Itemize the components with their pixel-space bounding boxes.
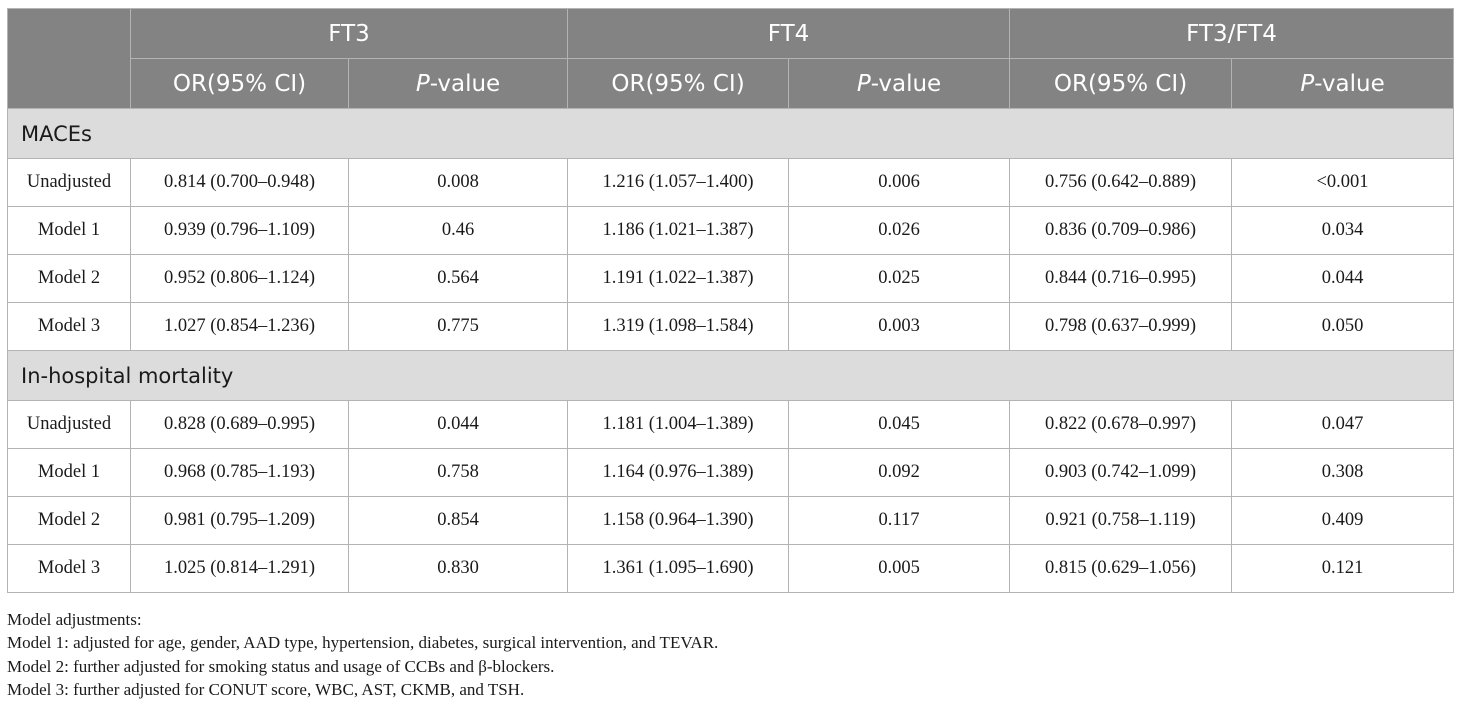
or-ci-cell: 1.361 (1.095–1.690) xyxy=(568,545,789,593)
header-group-ft4: FT4 xyxy=(568,9,1010,59)
p-value-cell: 0.047 xyxy=(1232,401,1454,449)
table-row xyxy=(8,449,1454,497)
p-value-cell: 0.034 xyxy=(1232,207,1454,255)
p-value-cell: 0.045 xyxy=(789,401,1010,449)
or-ci-cell: 0.903 (0.742–1.099) xyxy=(1010,449,1232,497)
p-value-cell: 0.121 xyxy=(1232,545,1454,593)
model-label-cell: Unadjusted xyxy=(8,401,131,449)
or-ci-cell: 1.158 (0.964–1.390) xyxy=(568,497,789,545)
table-footnotes xyxy=(7,608,718,701)
footnote-line: Model 2: further adjusted for smoking status and usage of CCBs and β-blockers. xyxy=(7,656,555,676)
p-value-cell: 0.308 xyxy=(1232,449,1454,497)
or-ci-cell: 0.981 (0.795–1.209) xyxy=(131,497,349,545)
or-ci-cell: 0.952 (0.806–1.124) xyxy=(131,255,349,303)
header-p-ft3: P-value xyxy=(349,59,568,109)
or-ci-cell: 0.828 (0.689–0.995) xyxy=(131,401,349,449)
header-or-ft3: OR(95% CI) xyxy=(131,59,349,109)
header-group-ratio: FT3/FT4 xyxy=(1010,9,1454,59)
or-ci-cell: 1.164 (0.976–1.389) xyxy=(568,449,789,497)
table-body xyxy=(8,109,1454,593)
or-ci-cell: 1.025 (0.814–1.291) xyxy=(131,545,349,593)
header-or-ft4: OR(95% CI) xyxy=(568,59,789,109)
table-row xyxy=(8,545,1454,593)
p-value-cell: 0.050 xyxy=(1232,303,1454,351)
or-ci-cell: 0.798 (0.637–0.999) xyxy=(1010,303,1232,351)
or-ci-cell: 0.756 (0.642–0.889) xyxy=(1010,159,1232,207)
header-or-ratio: OR(95% CI) xyxy=(1010,59,1232,109)
table-row xyxy=(8,497,1454,545)
model-label-cell: Model 3 xyxy=(8,545,131,593)
p-value-cell: 0.006 xyxy=(789,159,1010,207)
p-value-cell: 0.564 xyxy=(349,255,568,303)
p-value-cell: 0.092 xyxy=(789,449,1010,497)
p-value-cell: 0.005 xyxy=(789,545,1010,593)
model-label-cell: Model 1 xyxy=(8,207,131,255)
table-row xyxy=(8,207,1454,255)
model-label-cell: Model 2 xyxy=(8,497,131,545)
table-row xyxy=(8,255,1454,303)
p-value-cell: 0.026 xyxy=(789,207,1010,255)
header-row-sub xyxy=(8,59,1454,109)
header-p-ft4: P-value xyxy=(789,59,1010,109)
or-ci-cell: 1.319 (1.098–1.584) xyxy=(568,303,789,351)
or-ci-cell: 0.939 (0.796–1.109) xyxy=(131,207,349,255)
or-ci-cell: 0.814 (0.700–0.948) xyxy=(131,159,349,207)
p-value-cell: 0.830 xyxy=(349,545,568,593)
table-row xyxy=(8,303,1454,351)
or-ci-cell: 0.822 (0.678–0.997) xyxy=(1010,401,1232,449)
footnote-line: Model 1: adjusted for age, gender, AAD type, hypertension, diabetes, surgical intervention, and TEVAR. xyxy=(7,633,719,653)
or-ci-cell: 0.836 (0.709–0.986) xyxy=(1010,207,1232,255)
p-value-cell: 0.117 xyxy=(789,497,1010,545)
header-corner-cell xyxy=(8,9,131,109)
section-label: In-hospital mortality xyxy=(8,351,1454,401)
section-row xyxy=(8,109,1454,159)
header-group-ft3: FT3 xyxy=(131,9,568,59)
or-ci-cell: 0.844 (0.716–0.995) xyxy=(1010,255,1232,303)
p-value-cell: 0.044 xyxy=(349,401,568,449)
header-row-groups xyxy=(8,9,1454,59)
or-ci-cell: 0.968 (0.785–1.193) xyxy=(131,449,349,497)
p-value-cell: 0.003 xyxy=(789,303,1010,351)
table-row xyxy=(8,159,1454,207)
section-label: MACEs xyxy=(8,109,1454,159)
footnote-line: Model adjustments: xyxy=(7,610,142,629)
p-value-cell: 0.46 xyxy=(349,207,568,255)
or-ci-cell: 1.186 (1.021–1.387) xyxy=(568,207,789,255)
model-label-cell: Model 1 xyxy=(8,449,131,497)
or-ci-cell: 1.027 (0.854–1.236) xyxy=(131,303,349,351)
p-value-cell: 0.044 xyxy=(1232,255,1454,303)
p-value-cell: 0.775 xyxy=(349,303,568,351)
p-value-cell: 0.025 xyxy=(789,255,1010,303)
model-label-cell: Model 2 xyxy=(8,255,131,303)
p-value-cell: 0.758 xyxy=(349,449,568,497)
or-ci-cell: 0.921 (0.758–1.119) xyxy=(1010,497,1232,545)
p-value-cell: 0.008 xyxy=(349,159,568,207)
or-ci-cell: 1.181 (1.004–1.389) xyxy=(568,401,789,449)
results-table xyxy=(7,8,1454,593)
p-value-cell: <0.001 xyxy=(1232,159,1454,207)
or-ci-cell: 1.216 (1.057–1.400) xyxy=(568,159,789,207)
footnote-line: Model 3: further adjusted for CONUT score, WBC, AST, CKMB, and TSH. xyxy=(7,679,525,699)
results-table-container xyxy=(7,8,1453,593)
p-value-cell: 0.409 xyxy=(1232,497,1454,545)
section-row xyxy=(8,351,1454,401)
header-p-ratio: P-value xyxy=(1232,59,1454,109)
p-value-cell: 0.854 xyxy=(349,497,568,545)
or-ci-cell: 0.815 (0.629–1.056) xyxy=(1010,545,1232,593)
table-row xyxy=(8,401,1454,449)
or-ci-cell: 1.191 (1.022–1.387) xyxy=(568,255,789,303)
model-label-cell: Model 3 xyxy=(8,303,131,351)
model-label-cell: Unadjusted xyxy=(8,159,131,207)
